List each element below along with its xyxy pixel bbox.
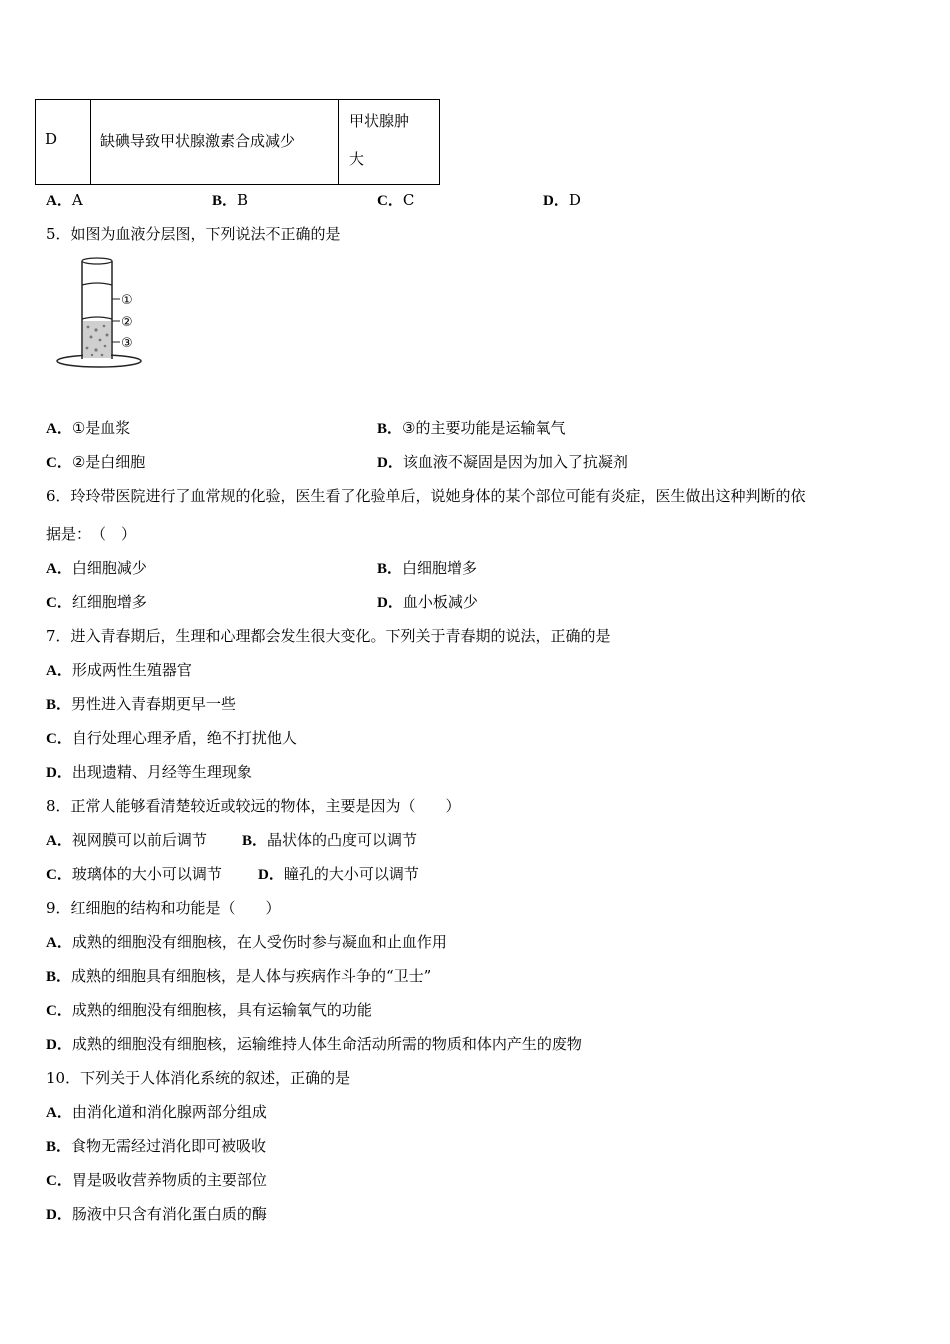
q7-option-a[interactable]: A．形成两性生殖器官: [46, 661, 192, 679]
q5-option-a[interactable]: A．①是血浆: [46, 419, 131, 437]
q6-option-d[interactable]: D．血小板减少: [377, 593, 478, 611]
blood-layer-figure: [52, 255, 152, 375]
q5-option-d[interactable]: D．该血液不凝固是因为加入了抗凝剂: [377, 453, 628, 471]
q8-option-c[interactable]: C．玻璃体的大小可以调节: [46, 865, 222, 883]
figure-mark-1: ①: [121, 293, 133, 308]
q5-option-c[interactable]: C．②是白细胞: [46, 453, 146, 471]
table-cell-option: D: [45, 130, 58, 148]
figure-mark-2: ②: [121, 315, 133, 330]
q4-option-c[interactable]: C．C: [377, 191, 415, 209]
q9-option-a[interactable]: A．成熟的细胞没有细胞核，在人受伤时参与凝血和止血作用: [46, 933, 447, 951]
q7-stem: 7．进入青春期后，生理和心理都会发生很大变化。下列关于青春期的说法，正确的是: [46, 627, 611, 645]
figure-mark-3: ③: [121, 336, 133, 351]
q10-stem: 10．下列关于人体消化系统的叙述，正确的是: [46, 1069, 351, 1087]
q9-option-c[interactable]: C．成熟的细胞没有细胞核，具有运输氧气的功能: [46, 1001, 372, 1019]
q6-option-c[interactable]: C．红细胞增多: [46, 593, 147, 611]
plasma-surface: [82, 283, 112, 285]
q8-option-b[interactable]: B．晶状体的凸度可以调节: [242, 831, 418, 849]
q6-stem-line1: 6．玲玲带医院进行了血常规的化验，医生看了化验单后，说她身体的某个部位可能有炎症，医生做出这种判断的依: [46, 487, 806, 505]
table-divider: [90, 100, 91, 184]
q8-option-d[interactable]: D．瞳孔的大小可以调节: [258, 865, 419, 883]
q10-option-b[interactable]: B．食物无需经过消化即可被吸收: [46, 1137, 267, 1155]
table-divider: [338, 100, 339, 184]
q4-option-d[interactable]: D．D: [543, 191, 581, 209]
q10-option-c[interactable]: C．胃是吸收营养物质的主要部位: [46, 1171, 267, 1189]
q8-option-a[interactable]: A．视网膜可以前后调节: [46, 831, 207, 849]
table-cell-symptom-line2: 大: [349, 150, 365, 168]
q10-option-d[interactable]: D．肠液中只含有消化蛋白质的酶: [46, 1205, 267, 1223]
q5-stem: 5．如图为血液分层图，下列说法不正确的是: [46, 225, 341, 243]
q6-stem-line2: 据是： （ ）: [46, 525, 137, 543]
q7-option-c[interactable]: C．自行处理心理矛盾，绝不打扰他人: [46, 729, 297, 747]
q7-option-d[interactable]: D．出现遗精、月经等生理现象: [46, 763, 252, 781]
q6-option-a[interactable]: A．白细胞减少: [46, 559, 147, 577]
q6-option-b[interactable]: B．白细胞增多: [377, 559, 478, 577]
tube-rim: [82, 258, 112, 264]
table-cell-symptom-line1: 甲状腺肿: [349, 112, 410, 130]
q4-option-a[interactable]: A．A: [46, 191, 83, 209]
q5-option-b[interactable]: B．③的主要功能是运输氧气: [377, 419, 566, 437]
q7-option-b[interactable]: B．男性进入青春期更早一些: [46, 695, 237, 713]
table-cell-cause: 缺碘导致甲状腺激素合成减少: [100, 132, 296, 150]
q8-stem: 8．正常人能够看清楚较近或较远的物体，主要是因为（ ）: [46, 797, 461, 815]
q9-option-b[interactable]: B．成熟的细胞具有细胞核，是人体与疾病作斗争的“卫士”: [46, 967, 432, 985]
answer-table-row: [35, 99, 440, 185]
q9-option-d[interactable]: D．成熟的细胞没有细胞核，运输维持人体生命活动所需的物质和体内产生的废物: [46, 1035, 582, 1053]
buffy-coat-line: [82, 317, 112, 319]
q4-option-b[interactable]: B．B: [212, 191, 249, 209]
q9-stem: 9．红细胞的结构和功能是（ ）: [46, 899, 281, 917]
q10-option-a[interactable]: A．由消化道和消化腺两部分组成: [46, 1103, 267, 1121]
